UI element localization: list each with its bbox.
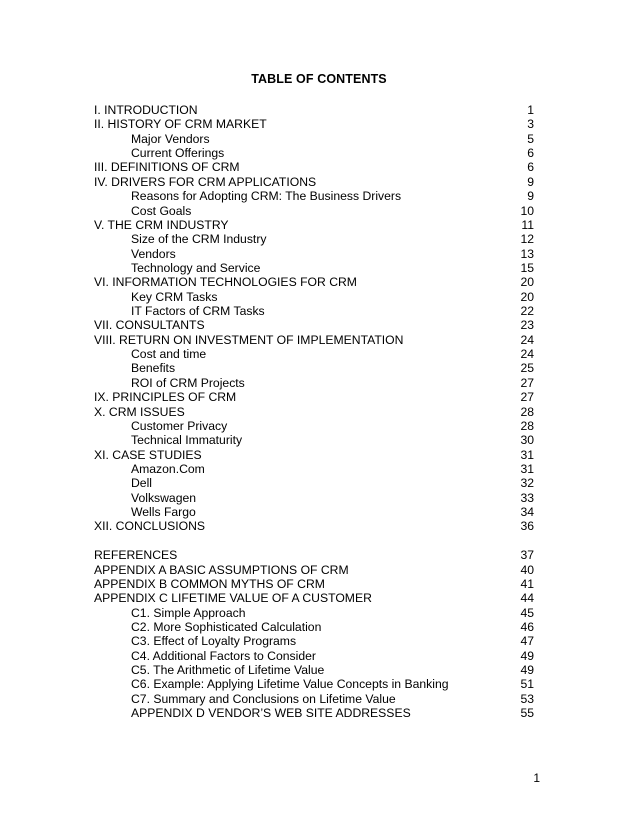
toc-entry-page: 10 — [520, 203, 534, 218]
toc-entry-label: III. DEFINITIONS OF CRM — [94, 160, 240, 175]
toc-entry-page: 23 — [520, 318, 534, 333]
toc-entry-page: 31 — [520, 447, 534, 462]
toc-entry-page: 24 — [520, 332, 534, 347]
toc-entry-page: 22 — [520, 304, 534, 319]
toc-entry — [94, 548, 534, 562]
toc-entry-label: C3. Effect of Loyalty Programs — [131, 634, 297, 649]
toc-entry-label: Vendors — [131, 246, 176, 261]
toc-entry-label: IV. DRIVERS FOR CRM APPLICATIONS — [94, 174, 317, 189]
toc-entry — [94, 634, 534, 648]
toc-entry — [94, 577, 534, 591]
toc-entry — [94, 390, 534, 404]
toc-entry-page: 32 — [520, 476, 534, 491]
toc-entry — [94, 677, 534, 691]
toc-entry — [94, 376, 534, 390]
toc-entry-page: 49 — [520, 663, 534, 678]
toc-entry-page: 24 — [520, 347, 534, 362]
toc-entry-page: 28 — [520, 418, 534, 433]
toc-entry-label: Cost and time — [131, 347, 207, 362]
toc-entry-label: Current Offerings — [131, 146, 225, 161]
toc-entry-page: 25 — [520, 361, 534, 376]
toc-entry — [94, 117, 534, 131]
toc-list — [94, 103, 534, 720]
toc-entry-label: IX. PRINCIPLES OF CRM — [94, 390, 237, 405]
toc-entry-label: Volkswagen — [131, 490, 197, 505]
toc-entry-label: REFERENCES — [94, 548, 178, 563]
toc-entry-page: 41 — [520, 576, 534, 591]
toc-entry-page: 34 — [520, 505, 534, 520]
toc-entry-page: 36 — [520, 519, 534, 534]
toc-entry — [94, 189, 534, 203]
toc-entry-label: II. HISTORY OF CRM MARKET — [94, 117, 267, 132]
toc-entry-label: Customer Privacy — [131, 418, 228, 433]
toc-entry-page: 5 — [527, 131, 534, 146]
toc-entry — [94, 505, 534, 519]
toc-entry — [94, 462, 534, 476]
toc-entry-label: IT Factors of CRM Tasks — [131, 304, 265, 319]
toc-entry-page: 45 — [520, 605, 534, 620]
toc-entry-page: 31 — [520, 461, 534, 476]
toc-entry-page: 55 — [520, 706, 534, 721]
toc-entry-label: Key CRM Tasks — [131, 289, 218, 304]
toc-entry — [94, 318, 534, 332]
toc-entry — [94, 476, 534, 490]
toc-entry-label: C7. Summary and Conclusions on Lifetime Value — [131, 691, 396, 706]
toc-entry-label: VIII. RETURN ON INVESTMENT OF IMPLEMENTATION — [94, 332, 404, 347]
toc-entry — [94, 706, 534, 720]
toc-entry — [94, 333, 534, 347]
toc-entry-page: 49 — [520, 648, 534, 663]
toc-entry — [94, 649, 534, 663]
toc-entry — [94, 491, 534, 505]
toc-entry-label: APPENDIX D VENDOR’S WEB SITE ADDRESSES — [131, 706, 411, 721]
toc-entry — [94, 204, 534, 218]
toc-entry-page: 44 — [520, 591, 534, 606]
toc-entry — [94, 218, 534, 232]
toc-entry — [94, 591, 534, 605]
toc-entry — [94, 232, 534, 246]
toc-entry-page: 27 — [520, 390, 534, 405]
toc-entry-label: ROI of CRM Projects — [131, 375, 245, 390]
toc-entry-label: APPENDIX C LIFETIME VALUE OF A CUSTOMER — [94, 591, 372, 606]
toc-entry-page: 3 — [527, 117, 534, 132]
toc-entry — [94, 103, 534, 117]
toc-entry — [94, 563, 534, 577]
toc-entry-label: C6. Example: Applying Lifetime Value Concepts in Banking — [131, 677, 449, 692]
toc-entry — [94, 175, 534, 189]
toc-entry-label: VII. CONSULTANTS — [94, 318, 205, 333]
toc-entry-page: 30 — [520, 433, 534, 448]
toc-entry-page: 40 — [520, 562, 534, 577]
toc-entry-page: 6 — [527, 146, 534, 161]
toc-entry-label: APPENDIX A BASIC ASSUMPTIONS OF CRM — [94, 562, 349, 577]
toc-entry-label: C1. Simple Approach — [131, 605, 246, 620]
toc-entry — [94, 132, 534, 146]
toc-entry-page: 47 — [520, 634, 534, 649]
toc-entry-page: 15 — [520, 260, 534, 275]
toc-entry-label: X. CRM ISSUES — [94, 404, 185, 419]
toc-entry-label: Size of the CRM Industry — [131, 232, 267, 247]
toc-entry — [94, 146, 534, 160]
toc-entry — [94, 606, 534, 620]
toc-entry-label: C5. The Arithmetic of Lifetime Value — [131, 663, 325, 678]
toc-entry — [94, 419, 534, 433]
toc-entry-label: I. INTRODUCTION — [94, 103, 198, 117]
toc-entry — [94, 160, 534, 174]
toc-entry-page: 27 — [520, 375, 534, 390]
toc-entry-label: XII. CONCLUSIONS — [94, 519, 206, 534]
toc-entry — [94, 247, 534, 261]
toc-entry — [94, 261, 534, 275]
toc-entry-page: 1 — [527, 103, 534, 117]
toc-entry-page: 9 — [527, 189, 534, 204]
toc-entry — [94, 275, 534, 289]
toc-entry-page: 11 — [521, 217, 534, 232]
toc-entry — [94, 347, 534, 361]
toc-entry-label: XI. CASE STUDIES — [94, 447, 202, 462]
toc-entry — [94, 692, 534, 706]
toc-entry-label: VI. INFORMATION TECHNOLOGIES FOR CRM — [94, 275, 357, 290]
toc-entry — [94, 361, 534, 375]
toc-entry-label: Major Vendors — [131, 131, 210, 146]
toc-entry-page: 13 — [520, 246, 534, 261]
toc-entry — [94, 519, 534, 533]
toc-title: TABLE OF CONTENTS — [251, 72, 387, 86]
toc-entry — [94, 663, 534, 677]
toc-entry-page: 46 — [520, 619, 534, 634]
toc-entry-label: C4. Additional Factors to Consider — [131, 648, 316, 663]
toc-entry — [94, 405, 534, 419]
toc-entry-label: V. THE CRM INDUSTRY — [94, 217, 229, 232]
toc-entry-page: 20 — [520, 275, 534, 290]
toc-entry — [94, 620, 534, 634]
toc-entry-label: C2. More Sophisticated Calculation — [131, 619, 322, 634]
toc-entry-label: Wells Fargo — [131, 505, 196, 520]
toc-entry-label: Technical Immaturity — [131, 433, 243, 448]
toc-entry-page: 33 — [520, 490, 534, 505]
toc-entry-page: 51 — [520, 677, 534, 692]
toc-entry-label: Amazon.Com — [131, 461, 205, 476]
toc-entry-page: 53 — [520, 691, 534, 706]
toc-entry-page: 9 — [527, 174, 534, 189]
toc-entry-page: 6 — [527, 160, 534, 175]
footer-page-number: 1 — [533, 771, 540, 785]
toc-entry-label: Technology and Service — [131, 260, 261, 275]
toc-entry — [94, 448, 534, 462]
toc-entry-label: Dell — [131, 476, 152, 491]
toc-entry — [94, 304, 534, 318]
toc-entry — [94, 433, 534, 447]
toc-entry-label: Cost Goals — [131, 203, 192, 218]
toc-entry-label: APPENDIX B COMMON MYTHS OF CRM — [94, 576, 325, 591]
toc-entry-page: 37 — [520, 548, 534, 563]
toc-entry-label: Reasons for Adopting CRM: The Business Drivers — [131, 189, 402, 204]
toc-entry-page: 20 — [520, 289, 534, 304]
toc-entry-page: 12 — [520, 232, 534, 247]
toc-entry-label: Benefits — [131, 361, 176, 376]
toc-entry-page: 28 — [520, 404, 534, 419]
toc-entry — [94, 290, 534, 304]
